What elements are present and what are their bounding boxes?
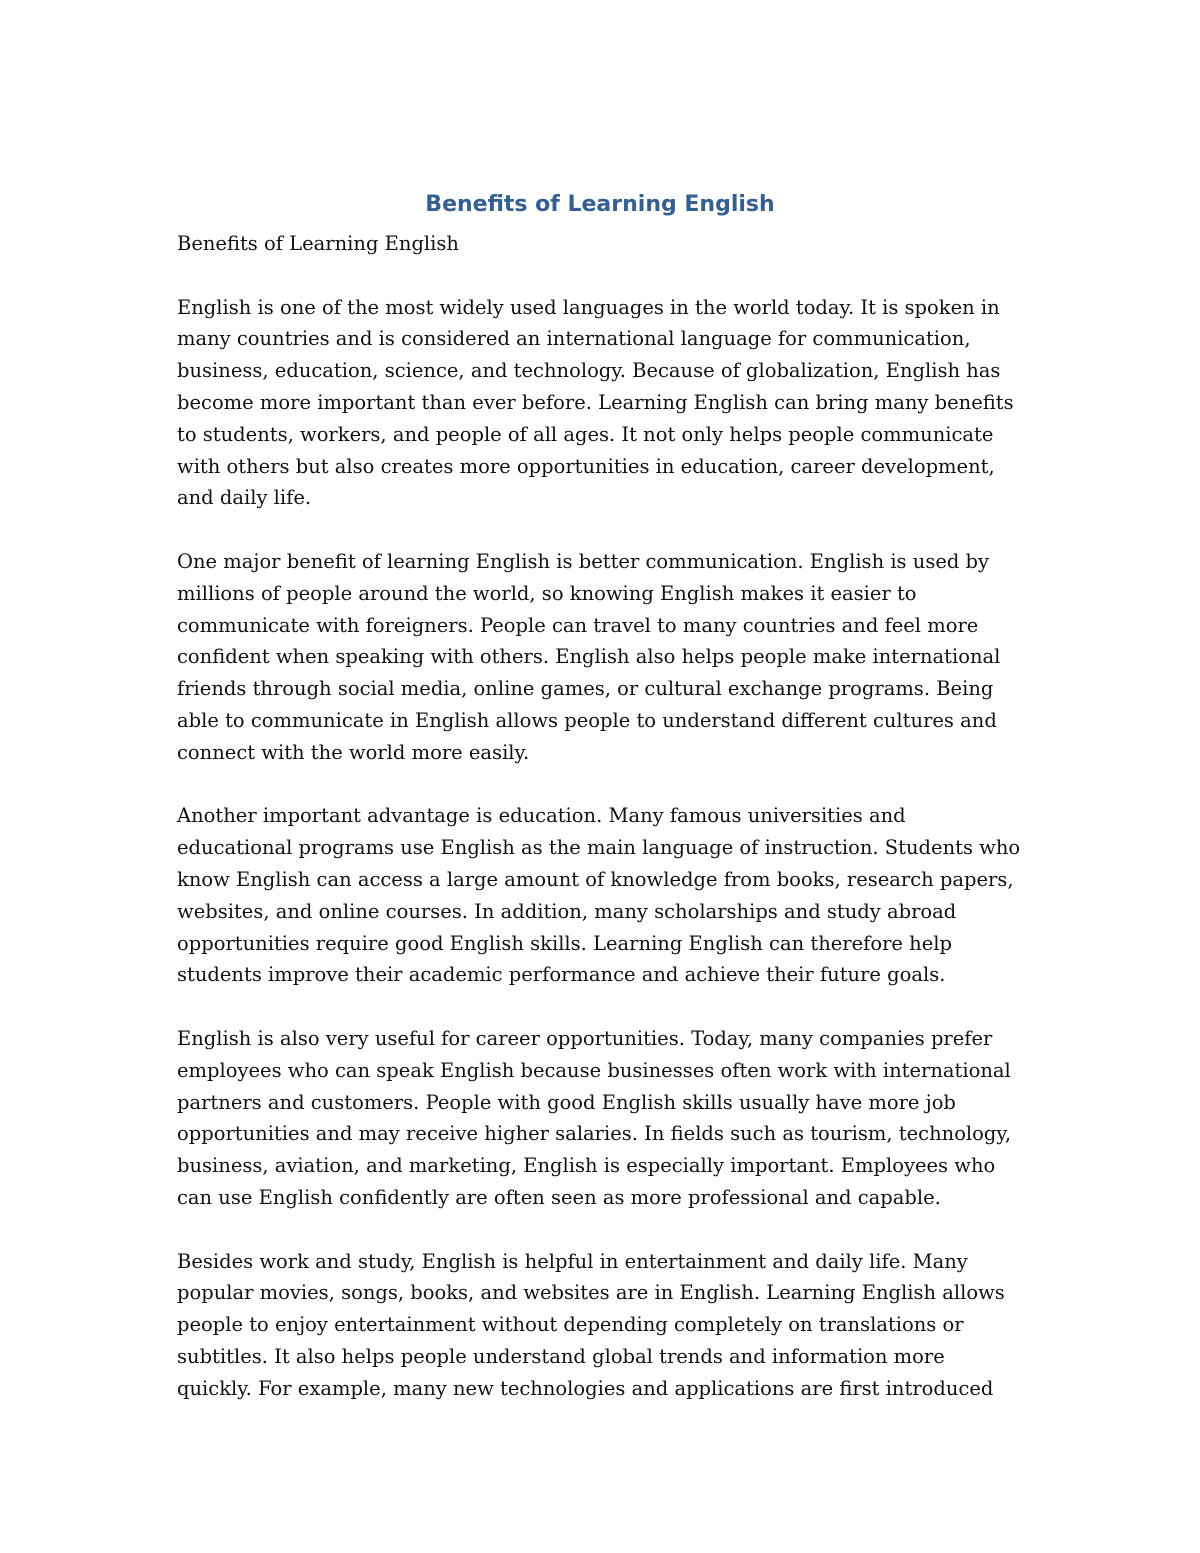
paragraph-line: become more important than ever before. Learning English can bring many benefits (177, 390, 1014, 414)
paragraph-line: subtitles. It also helps people understand global trends and information more (177, 1344, 945, 1368)
paragraph-line: to students, workers, and people of all ages. It not only helps people communicate (177, 422, 994, 446)
paragraph-line: students improve their academic performance and achieve their future goals. (177, 963, 946, 987)
paragraph-line: educational programs use English as the main language of instruction. Students who (177, 836, 1021, 860)
paragraph-line: opportunities require good English skills. Learning English can therefore help (177, 931, 952, 955)
paragraph-line: Besides work and study, English is helpful in entertainment and daily life. Many (177, 1249, 968, 1273)
paragraph-line: millions of people around the world, so knowing English makes it easier to (177, 581, 917, 605)
paragraph-line: know English can access a large amount of knowledge from books, research papers, (177, 867, 1014, 891)
paragraph-line: many countries and is considered an international language for communication, (177, 327, 971, 351)
paragraph-education (177, 800, 1047, 991)
paragraph-line: business, education, science, and technology. Because of globalization, English has (177, 359, 1001, 383)
paragraph-line: people to enjoy entertainment without depending completely on translations or (177, 1313, 964, 1337)
paragraph-line: quickly. For example, many new technologies and applications are first introduced (177, 1376, 994, 1400)
subtitle-line: Benefits of Learning English (177, 232, 459, 255)
paragraph-entertainment (177, 1246, 1047, 1405)
paragraph-line: business, aviation, and marketing, English is especially important. Employees who (177, 1154, 996, 1178)
paragraph-line: English is also very useful for career opportunities. Today, many companies prefer (177, 1026, 993, 1050)
paragraph-line: confident when speaking with others. English also helps people make international (177, 645, 1001, 669)
paragraph-line: partners and customers. People with good English skills usually have more job (177, 1090, 956, 1114)
paragraph-line: can use English confidently are often seen as more professional and capable. (177, 1185, 941, 1209)
paragraph-line: English is one of the most widely used languages in the world today. It is spoken in (177, 295, 1000, 319)
paragraph-line: popular movies, songs, books, and websites are in English. Learning English allows (177, 1281, 1005, 1305)
paragraph-line: friends through social media, online games, or cultural exchange programs. Being (177, 677, 994, 701)
paragraph-line: and daily life. (177, 486, 312, 510)
document-body (177, 228, 1047, 1436)
paragraph-career (177, 1023, 1047, 1214)
paragraph-line: websites, and online courses. In addition, many scholarships and study abroad (177, 899, 957, 923)
paragraph-line: communicate with foreigners. People can travel to many countries and feel more (177, 613, 979, 637)
paragraph-line: able to communicate in English allows people to understand different cultures and (177, 708, 997, 732)
paragraph-line: employees who can speak English because businesses often work with international (177, 1058, 1011, 1082)
paragraph-line: connect with the world more easily. (177, 740, 530, 764)
document-subtitle (177, 228, 1047, 260)
document-title: Benefits of Learning English (425, 192, 775, 217)
paragraph-communication (177, 546, 1047, 769)
paragraph-line: opportunities and may receive higher salaries. In fields such as tourism, technology, (177, 1122, 1012, 1146)
paragraph-line: One major benefit of learning English is better communication. English is used by (177, 549, 990, 573)
paragraph-line: with others but also creates more opportunities in education, career development, (177, 454, 995, 478)
paragraph-line: Another important advantage is education. Many famous universities and (177, 804, 906, 828)
paragraph-intro (177, 292, 1047, 515)
